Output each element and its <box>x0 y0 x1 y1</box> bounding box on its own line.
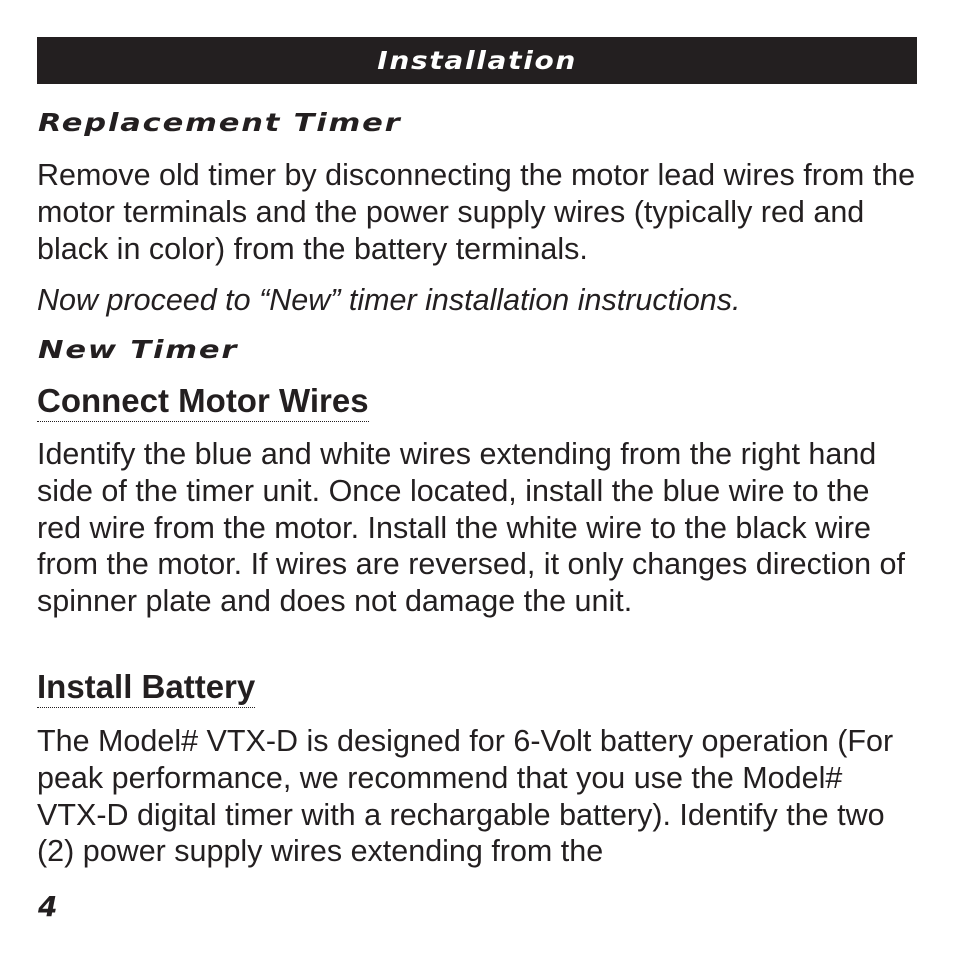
section-banner <box>37 37 917 84</box>
replacement-timer-heading: Replacement Timer <box>38 108 402 137</box>
connect-motor-wires-heading: Connect Motor Wires <box>37 382 369 422</box>
replacement-timer-note: Now proceed to “New” timer installation instructions. <box>37 283 741 317</box>
install-battery-heading: Install Battery <box>37 668 255 708</box>
connect-motor-wires-body: Identify the blue and white wires extending from the right hand side of the timer unit. Once located, install the blue wire to the red wire from the motor. Install the white wire to the black wire from the motor. If wires are reversed, it only changes direction of spinner plate and does not damage the unit. <box>37 437 905 619</box>
new-timer-heading: New Timer <box>38 335 239 364</box>
banner-title: Installation <box>377 46 577 75</box>
replacement-timer-body: Remove old timer by disconnecting the motor lead wires from the motor terminals and the power supply wires (typically red and black in color) from the battery terminals. <box>37 158 916 266</box>
page-number: 4 <box>38 890 58 923</box>
install-battery-body: The Model# VTX-D is designed for 6-Volt battery operation (For peak performance, we recommend that you use the Model# VTX-D digital timer with a rechargable battery). Identify the two (2) power supply wires extending from the <box>37 724 894 869</box>
